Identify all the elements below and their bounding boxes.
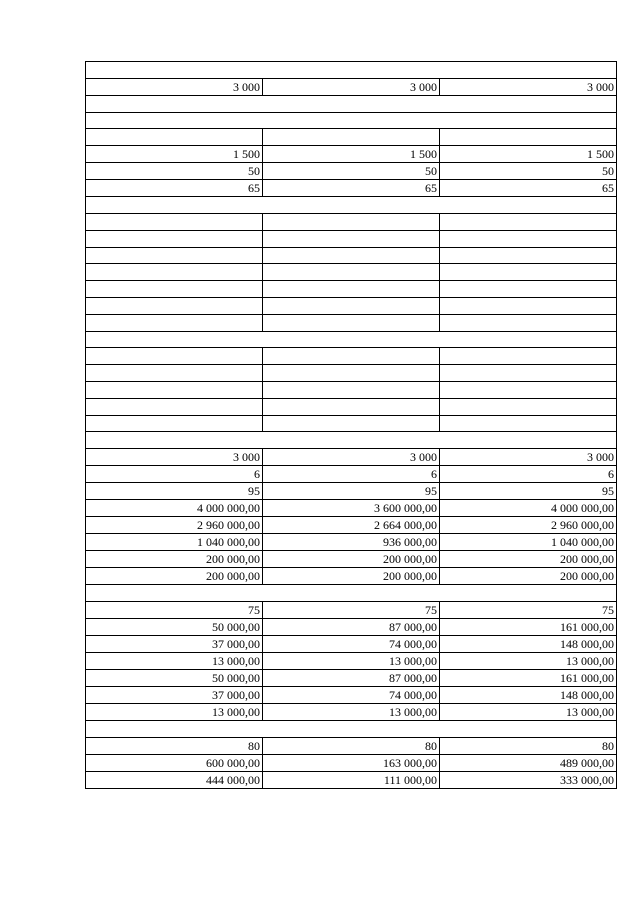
table-cell: 75 bbox=[440, 601, 617, 618]
divider-cell bbox=[86, 95, 617, 112]
table-cell: 50 000,00 bbox=[86, 618, 263, 635]
table-cell: 3 600 000,00 bbox=[263, 500, 440, 517]
table-row bbox=[86, 771, 617, 788]
table-cell: 200 000,00 bbox=[440, 551, 617, 568]
table-row bbox=[86, 517, 617, 534]
divider-cell bbox=[86, 432, 617, 449]
table-cell: 65 bbox=[440, 180, 617, 197]
table-row bbox=[86, 415, 617, 432]
table-cell: 1 040 000,00 bbox=[440, 534, 617, 551]
table-cell bbox=[263, 264, 440, 281]
table-row bbox=[86, 146, 617, 163]
table-cell: 163 000,00 bbox=[263, 754, 440, 771]
table-cell bbox=[440, 314, 617, 331]
table-cell bbox=[263, 230, 440, 247]
table-cell bbox=[86, 365, 263, 382]
table-cell bbox=[263, 415, 440, 432]
section-divider-row bbox=[86, 197, 617, 214]
section-divider-row bbox=[86, 62, 617, 79]
divider-cell bbox=[86, 112, 617, 129]
table-row bbox=[86, 618, 617, 635]
section-divider-row bbox=[86, 95, 617, 112]
table-cell bbox=[86, 281, 263, 298]
table-cell bbox=[440, 415, 617, 432]
table-cell: 600 000,00 bbox=[86, 754, 263, 771]
table-cell bbox=[86, 129, 263, 146]
table-row bbox=[86, 78, 617, 95]
table-cell bbox=[440, 348, 617, 365]
table-row bbox=[86, 449, 617, 466]
table-cell: 13 000,00 bbox=[440, 652, 617, 669]
table-cell: 13 000,00 bbox=[263, 652, 440, 669]
table-cell bbox=[86, 213, 263, 230]
divider-cell bbox=[86, 585, 617, 602]
table-cell: 13 000,00 bbox=[86, 703, 263, 720]
table-row bbox=[86, 652, 617, 669]
section-divider-row bbox=[86, 112, 617, 129]
table-row bbox=[86, 703, 617, 720]
table-cell: 200 000,00 bbox=[263, 568, 440, 585]
table-cell: 111 000,00 bbox=[263, 771, 440, 788]
table-cell: 3 000 bbox=[86, 449, 263, 466]
divider-cell bbox=[86, 331, 617, 348]
table-cell: 65 bbox=[263, 180, 440, 197]
table-cell bbox=[86, 314, 263, 331]
table-cell bbox=[263, 297, 440, 314]
table-cell bbox=[440, 365, 617, 382]
table-cell bbox=[263, 348, 440, 365]
table-cell: 2 960 000,00 bbox=[86, 517, 263, 534]
table-cell: 1 500 bbox=[440, 146, 617, 163]
table-cell bbox=[440, 398, 617, 415]
table-cell bbox=[263, 398, 440, 415]
divider-cell bbox=[86, 197, 617, 214]
table-cell: 65 bbox=[86, 180, 263, 197]
table-cell bbox=[86, 348, 263, 365]
table-row bbox=[86, 264, 617, 281]
table-row bbox=[86, 635, 617, 652]
table-cell: 6 bbox=[263, 466, 440, 483]
section-divider-row bbox=[86, 331, 617, 348]
table-cell: 3 000 bbox=[86, 78, 263, 95]
table-cell: 74 000,00 bbox=[263, 635, 440, 652]
table-cell: 3 000 bbox=[440, 78, 617, 95]
table-cell: 1 500 bbox=[86, 146, 263, 163]
section-divider-row bbox=[86, 720, 617, 737]
table-cell: 148 000,00 bbox=[440, 686, 617, 703]
table-row bbox=[86, 483, 617, 500]
table-cell: 13 000,00 bbox=[86, 652, 263, 669]
table-row bbox=[86, 180, 617, 197]
table-cell bbox=[263, 213, 440, 230]
table-cell: 936 000,00 bbox=[263, 534, 440, 551]
table-cell: 444 000,00 bbox=[86, 771, 263, 788]
table-cell: 95 bbox=[263, 483, 440, 500]
table-cell: 200 000,00 bbox=[86, 568, 263, 585]
table-cell: 200 000,00 bbox=[86, 551, 263, 568]
table-row bbox=[86, 686, 617, 703]
table-cell: 75 bbox=[86, 601, 263, 618]
table-row bbox=[86, 163, 617, 180]
table-cell: 75 bbox=[263, 601, 440, 618]
table-cell: 37 000,00 bbox=[86, 686, 263, 703]
table-cell bbox=[440, 297, 617, 314]
data-table bbox=[85, 61, 617, 789]
table-cell bbox=[86, 381, 263, 398]
divider-cell bbox=[86, 720, 617, 737]
table-cell: 95 bbox=[86, 483, 263, 500]
table-cell bbox=[440, 381, 617, 398]
table-row bbox=[86, 247, 617, 264]
table-cell: 13 000,00 bbox=[263, 703, 440, 720]
table-cell: 95 bbox=[440, 483, 617, 500]
table-cell: 1 500 bbox=[263, 146, 440, 163]
table-cell bbox=[440, 213, 617, 230]
table-cell bbox=[263, 247, 440, 264]
table-cell bbox=[86, 398, 263, 415]
table-cell: 2 664 000,00 bbox=[263, 517, 440, 534]
table-cell: 161 000,00 bbox=[440, 618, 617, 635]
table-row bbox=[86, 737, 617, 754]
table-row bbox=[86, 601, 617, 618]
table-cell bbox=[263, 314, 440, 331]
table-cell: 87 000,00 bbox=[263, 669, 440, 686]
table-row bbox=[86, 568, 617, 585]
table-row bbox=[86, 398, 617, 415]
table-cell: 3 000 bbox=[440, 449, 617, 466]
table-row bbox=[86, 213, 617, 230]
table-cell bbox=[440, 281, 617, 298]
table-cell bbox=[86, 297, 263, 314]
table-cell bbox=[440, 230, 617, 247]
table-cell bbox=[440, 129, 617, 146]
table-cell: 50 bbox=[86, 163, 263, 180]
table-cell: 37 000,00 bbox=[86, 635, 263, 652]
table-row bbox=[86, 230, 617, 247]
table-row bbox=[86, 381, 617, 398]
table-row bbox=[86, 551, 617, 568]
table-row bbox=[86, 297, 617, 314]
table-cell bbox=[263, 129, 440, 146]
table-cell: 148 000,00 bbox=[440, 635, 617, 652]
table-row bbox=[86, 669, 617, 686]
table-row bbox=[86, 314, 617, 331]
table-cell: 80 bbox=[263, 737, 440, 754]
table-cell bbox=[263, 365, 440, 382]
table-cell: 74 000,00 bbox=[263, 686, 440, 703]
table-cell: 161 000,00 bbox=[440, 669, 617, 686]
table-row bbox=[86, 466, 617, 483]
section-divider-row bbox=[86, 585, 617, 602]
table-cell bbox=[263, 381, 440, 398]
table-cell: 2 960 000,00 bbox=[440, 517, 617, 534]
table-cell bbox=[86, 247, 263, 264]
table-cell: 200 000,00 bbox=[263, 551, 440, 568]
table-cell bbox=[86, 415, 263, 432]
table-row bbox=[86, 365, 617, 382]
table-row bbox=[86, 281, 617, 298]
table-cell: 3 000 bbox=[263, 449, 440, 466]
table-cell: 50 000,00 bbox=[86, 669, 263, 686]
table-cell: 1 040 000,00 bbox=[86, 534, 263, 551]
table-cell bbox=[440, 264, 617, 281]
table-cell: 6 bbox=[440, 466, 617, 483]
table-cell: 333 000,00 bbox=[440, 771, 617, 788]
table-row bbox=[86, 348, 617, 365]
table-cell bbox=[440, 247, 617, 264]
table-cell bbox=[86, 264, 263, 281]
divider-cell bbox=[86, 62, 617, 79]
table-row bbox=[86, 500, 617, 517]
table-cell: 13 000,00 bbox=[440, 703, 617, 720]
table-row bbox=[86, 534, 617, 551]
table-cell bbox=[86, 230, 263, 247]
table-cell: 6 bbox=[86, 466, 263, 483]
table-cell: 80 bbox=[440, 737, 617, 754]
section-divider-row bbox=[86, 432, 617, 449]
table-cell: 200 000,00 bbox=[440, 568, 617, 585]
table-row bbox=[86, 754, 617, 771]
table-cell: 4 000 000,00 bbox=[440, 500, 617, 517]
table-body bbox=[86, 62, 617, 789]
table-cell: 3 000 bbox=[263, 78, 440, 95]
table-cell: 4 000 000,00 bbox=[86, 500, 263, 517]
table-cell: 50 bbox=[440, 163, 617, 180]
table-cell: 87 000,00 bbox=[263, 618, 440, 635]
table-cell: 50 bbox=[263, 163, 440, 180]
table-row bbox=[86, 129, 617, 146]
table-cell: 489 000,00 bbox=[440, 754, 617, 771]
table-cell: 80 bbox=[86, 737, 263, 754]
table-cell bbox=[263, 281, 440, 298]
